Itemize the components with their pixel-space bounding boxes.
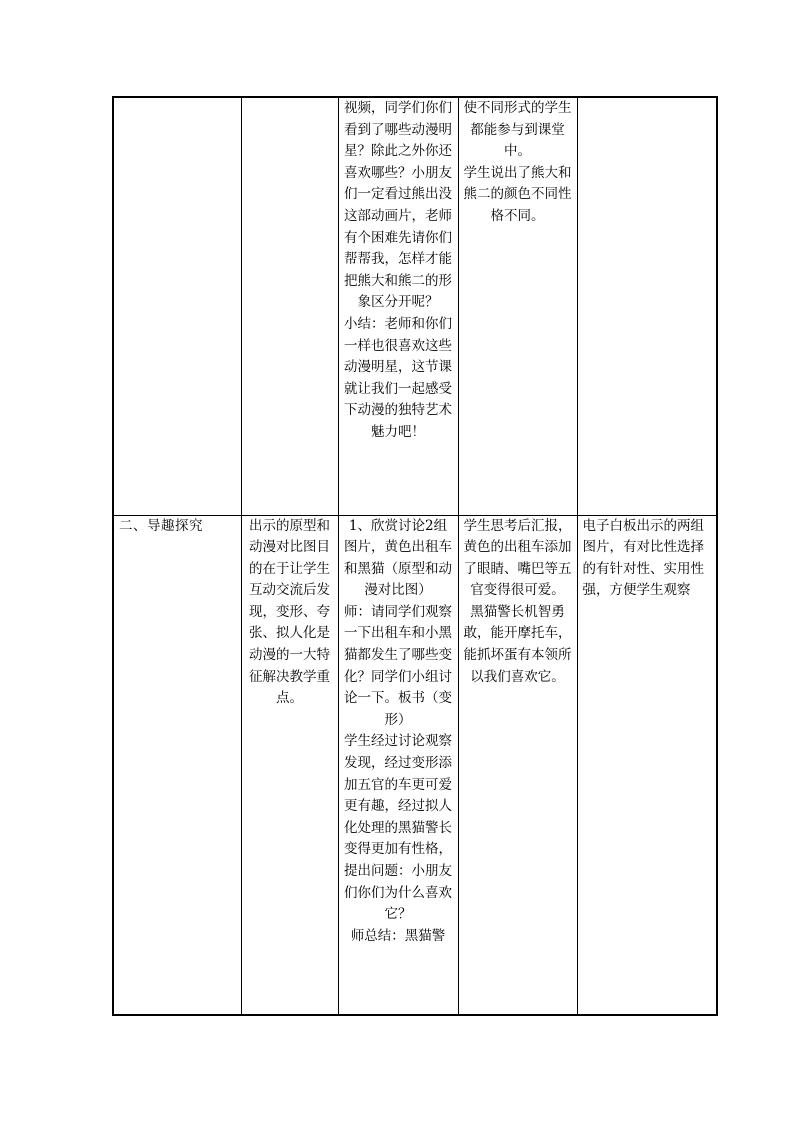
design-purpose-cell: 出示的原型和动漫对比图目的在于让学生互动交流后发现，变形、夸张、拟人化是动漫的一大特征解决教学重点。 [241,515,338,1015]
media-cell: 电子白板出示的两组图片，有对比性选择的有针对性、实用性强，方便学生观察 [577,515,717,1015]
lesson-plan-table [112,96,718,1016]
stage-cell [113,97,241,515]
media-cell [577,97,717,515]
student-activity-cell: 学生思考后汇报，黄色的出租车添加了眼睛、嘴巴等五官变得很可爱。 黑猫警长机智勇敢，能开摩托车，能抓坏蛋有本领所以我们喜欢它。 [458,515,577,1015]
table-row [113,97,717,515]
teacher-activity-cell: 1、欣赏讨论2组图片，黄色出租车和黑猫（原型和动漫对比图） 师：请同学们观察一下出租车和小黑猫都发生了哪些变化？同学们小组讨论一下。板书（变形） 学生经过讨论观察发现，经过变形添加五官的车更可爱更有趣，经过拟人化处理的黑猫警长变得更加有性格，提出问题：小朋友们你们为什么喜欢它？ 师总结：黑猫警 [338,515,458,1015]
student-activity-cell: 使不同形式的学生都能参与到课堂中。 学生说出了熊大和熊二的颜色不同性格不同。 [458,97,577,515]
stage-cell: 二、导趣探究 [113,515,241,1015]
teacher-activity-cell: 视频，同学们你们看到了哪些动漫明星？除此之外你还喜欢哪些？小朋友们一定看过熊出没这部动画片，老师有个困难先请你们帮帮我，怎样才能把熊大和熊二的形象区分开呢？ 小结：老师和你们一样也很喜欢这些动漫明星，这节课就让我们一起感受下动漫的独特艺术魅力吧！ [338,97,458,515]
design-purpose-cell [241,97,338,515]
table-row [113,515,717,1015]
